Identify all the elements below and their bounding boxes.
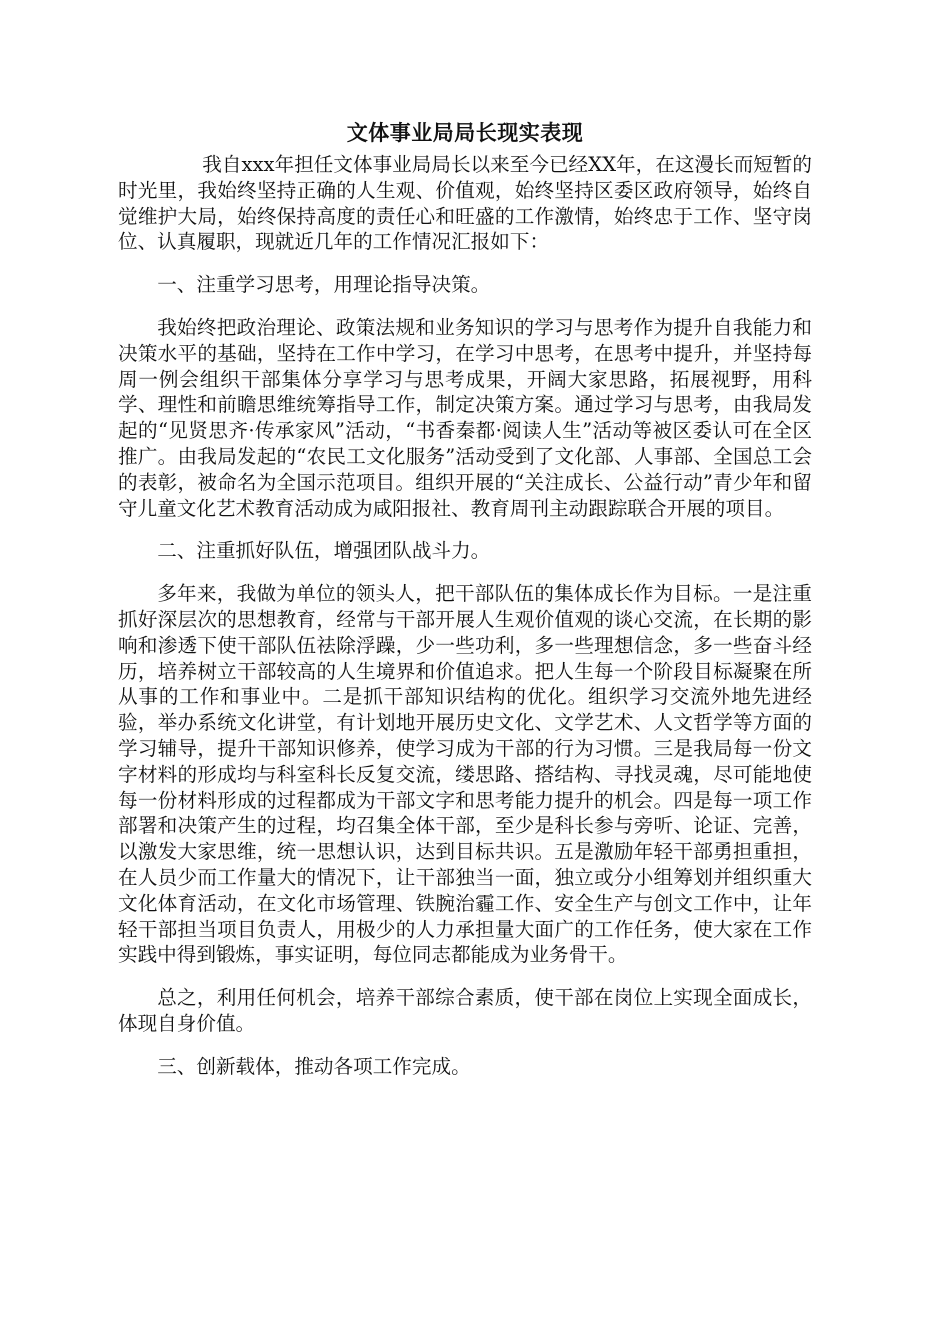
section-1-body: 我始终把政治理论、政策法规和业务知识的学习与思考作为提升自我能力和决策水平的基础，坚持在工作中学习，在学习中思考，在思考中提升，并坚持每周一例会组织干部集体分享学习与思考成果，开阔大家思路，拓展视野，用科学、理性和前瞻思维统筹指导工作，制定决策方案。通过学习与思考，由我局发起的“见贤思齐·传承家风”活动，“书香秦都·阅读人生”活动等被区委认可在全区推广。由我局发起的“农民工文化服务”活动受到了文化部、人事部、全国总工会的表彰，被命名为全国示范项目。组织开展的“关注成长、公益行动”青少年和留守儿童文化艺术教育活动成为咸阳报社、教育周刊主动跟踪联合开展的项目。 — [118, 315, 812, 520]
section-2-summary: 总之，利用任何机会，培养干部综合素质，使干部在岗位上实现全面成长，体现自身价值。 — [118, 986, 812, 1035]
document-title: 文体事业局局长现实表现 — [346, 120, 584, 145]
section-2-body: 多年来，我做为单位的领头人，把干部队伍的集体成长作为目标。一是注重抓好深层次的思想教育，经常与干部开展人生观价值观的谈心交流，在长期的影响和渗透下使干部队伍祛除浮躁，少一些功利，多一些理想信念，多一些奋斗经历，培养树立干部较高的人生境界和价值追求。把人生每一个阶段目标凝聚在所从事的工作和事业中。二是抓干部知识结构的优化。组织学习交流外地先进经验，举办系统文化讲堂，有计划地开展历史文化、文学艺术、人文哲学等方面的学习辅导，提升干部知识修养，使学习成为干部的行为习惯。三是我局每一份文字材料的形成均与科室科长反复交流，缕思路、搭结构、寻找灵魂，尽可能地使每一份材料形成的过程都成为干部文字和思考能力提升的机会。四是每一项工作部署和决策产生的过程，均召集全体干部，至少是科长参与旁听、论证、完善，以激发大家思维，统一思想认识，达到目标共识。五是激励年轻干部勇担重担，在人员少而工作量大的情况下，让干部独当一面，独立或分小组筹划并组织重大文化体育活动，在文化市场管理、铁腕治霾工作、安全生产与创文工作中，让年轻干部担当项目负责人，用极少的人力承担量大面广的工作任务，使大家在工作实践中得到锻炼，事实证明，每位同志都能成为业务骨干。 — [118, 582, 812, 967]
section-2-heading: 二、注重抓好队伍，增强团队战斗力。 — [157, 539, 491, 563]
document-page — [118, 118, 812, 1097]
section-3-heading: 三、创新载体，推动各项工作完成。 — [157, 1054, 471, 1078]
intro-paragraph: 我自xxx年担任文体事业局局长以来至今已经XX年，在这漫长而短暂的时光里，我始终坚持正确的人生观、价值观，始终坚持区委区政府领导，始终自觉维护大局，始终保持高度的责任心和旺盛的工作激情，始终忠于工作、坚守岗位、认真履职，现就近几年的工作情况汇报如下： — [118, 153, 812, 254]
section-1-heading: 一、注重学习思考，用理论指导决策。 — [157, 273, 491, 297]
